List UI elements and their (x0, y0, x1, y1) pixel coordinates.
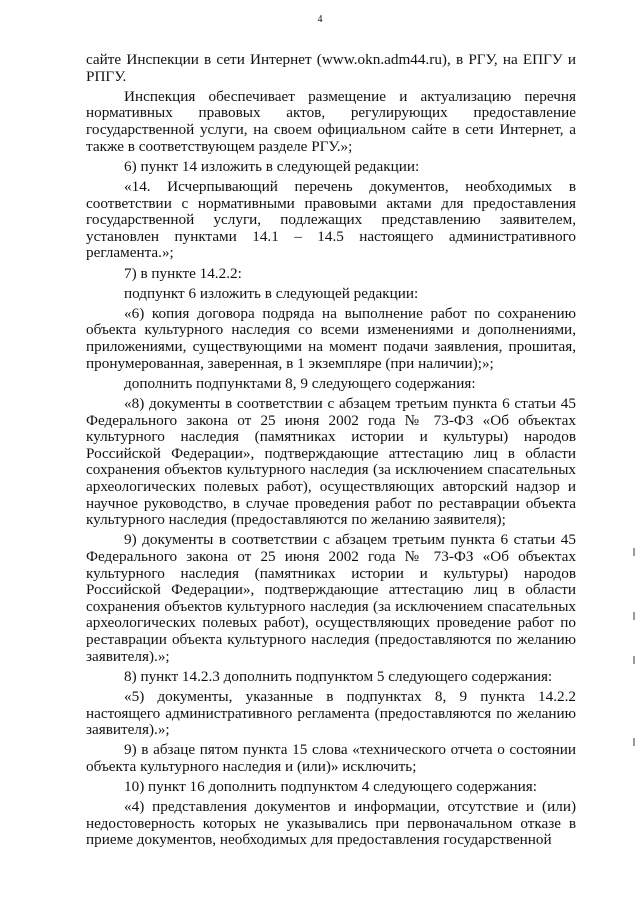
paragraph-12: «5) документы, указанные в подпунктах 8, 9 пункта 14.2.2 настоящего административного регламента (предоставляются по желанию заявителя).»; (86, 687, 576, 739)
page-number: 4 (317, 14, 323, 25)
document-body (86, 52, 576, 853)
scan-margin-mark (633, 612, 635, 620)
paragraph-10: 9) документы в соответствии с абзацем третьим пункта 6 статьи 45 Федерального закона от 25 июня 2002 года № 73-ФЗ «Об объектах культурного наследия (памятниках истории и культуры) народов Российской Федерации», подтверждающие аттестацию лиц в области сохранения объектов культурного наследия (за исключением спасательных археологических полевых работ), осуществляющих проведение работ по реставрации объекта культурного наследия (предоставляются по желанию заявителя).»; (86, 531, 576, 665)
paragraph-11: 8) пункт 14.2.3 дополнить подпунктом 5 следующего содержания: (124, 667, 553, 685)
paragraph-8: дополнить подпунктами 8, 9 следующего содержания: (124, 374, 476, 392)
paragraph-4: «14. Исчерпывающий перечень документов, необходимых в соответствии с нормативными правовыми актами для предоставления государственной услуги, подлежащих представлению заявителем, установлен пунктами 14.1 – 14.5 настоящего административного регламента.»; (86, 177, 576, 262)
paragraph-2: Инспекция обеспечивает размещение и актуализацию перечня нормативных правовых актов, регулирующих предоставление государственной услуги, на своем официальном сайте в сети Интернет, а также в соответствующем разделе РГУ.»; (86, 87, 576, 155)
scan-margin-mark (633, 738, 635, 746)
paragraph-1: сайте Инспекции в сети Интернет (www.okn.adm44.ru), в РГУ, на ЕПГУ и РПГУ. (86, 51, 576, 85)
paragraph-5: 7) в пункте 14.2.2: (124, 264, 242, 282)
paragraph-9: «8) документы в соответствии с абзацем третьим пункта 6 статьи 45 Федерального закона от 25 июня 2002 года № 73-ФЗ «Об объектах культурного наследия (памятниках истории и культуры) народов Российской Федерации», подтверждающие аттестацию лиц в области сохранения объектов культурного наследия (за исключением спасательных археологических полевых работ), осуществляющих авторский надзор и научное руководство, в случае проведения работ по реставрации объекта культурного наследия (предоставляются по желанию заявителя); (86, 395, 576, 529)
paragraph-7: «6) копия договора подряда на выполнение работ по сохранению объекта культурного наследия со всеми изменениями и дополнениями, приложениями, существующими на момент подачи заявления, прошитая, пронумерованная, заверенная, в 1 экземпляре (при наличии);»; (86, 304, 576, 372)
paragraph-13: 9) в абзаце пятом пункта 15 слова «технического отчета о состоянии объекта культурного наследия и (или)» исключить; (86, 741, 576, 775)
scan-margin-mark (633, 656, 635, 664)
paragraph-15: «4) представления документов и информации, отсутствие и (или) недостоверность которых не указывались при первоначальном отказе в приеме документов, необходимых для предоставления государственной (86, 798, 576, 849)
scan-margin-mark (633, 548, 635, 556)
paragraph-6: подпункт 6 изложить в следующей редакции: (124, 284, 419, 302)
paragraph-14: 10) пункт 16 дополнить подпунктом 4 следующего содержания: (124, 778, 537, 796)
paragraph-3: 6) пункт 14 изложить в следующей редакции: (124, 157, 420, 175)
